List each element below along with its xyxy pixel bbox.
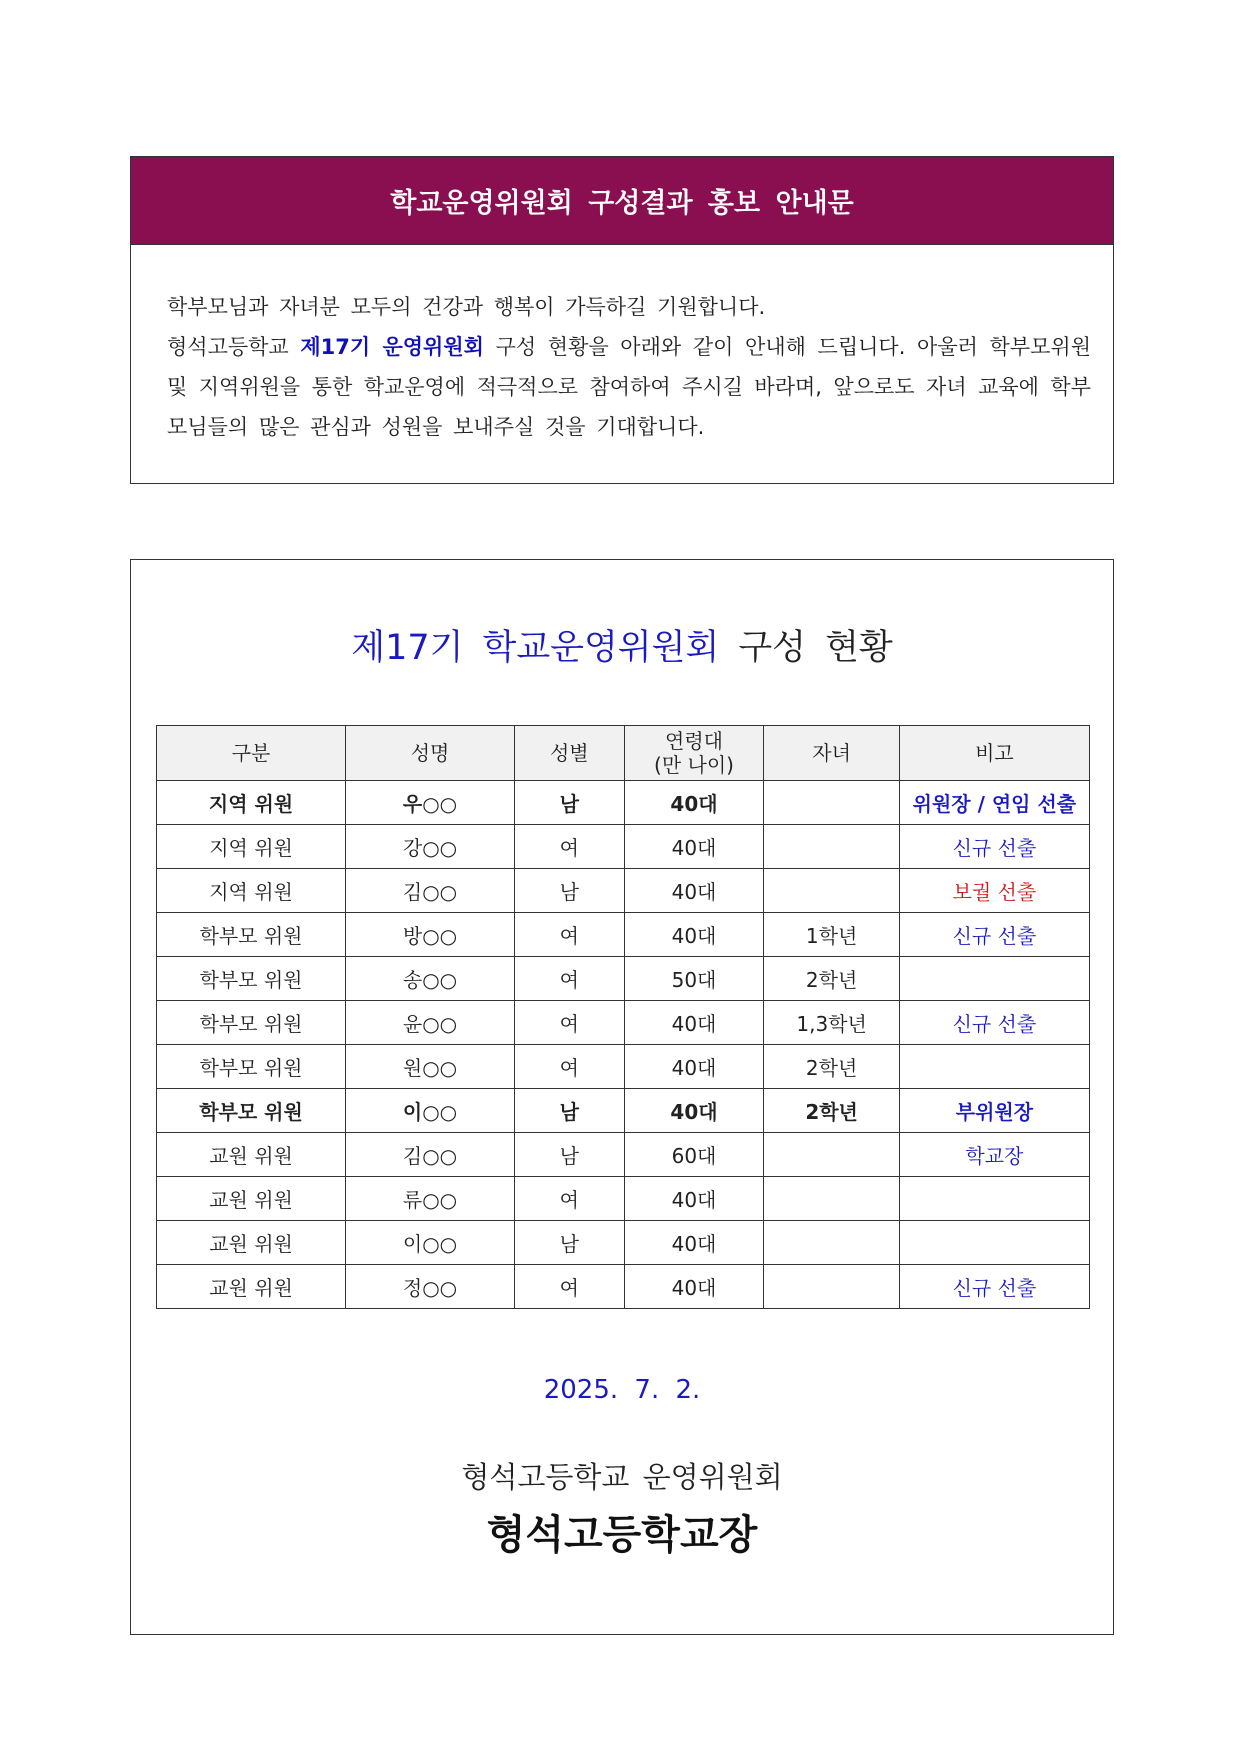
- cell-gender: 여: [514, 913, 624, 957]
- cell-name: 송○○: [346, 957, 515, 1001]
- cell-note: 신규 선출: [899, 1001, 1089, 1045]
- cell-name: 방○○: [346, 913, 515, 957]
- cell-name: 이○○: [346, 1089, 515, 1133]
- cell-name: 우○○: [346, 781, 515, 825]
- document-date: 2025. 7. 2.: [543, 1375, 701, 1405]
- cell-gender: 남: [514, 1221, 624, 1265]
- cell-category: 교원 위원: [157, 1221, 346, 1265]
- committee-table: [156, 725, 1090, 1309]
- table-row: [157, 1089, 1090, 1133]
- cell-gender: 남: [514, 781, 624, 825]
- notice-highlight: 제17기 운영위원회: [300, 335, 484, 359]
- status-title-highlight: 제17기 학교운영위원회: [351, 628, 720, 668]
- cell-children: [764, 1265, 899, 1309]
- cell-note: [899, 1045, 1089, 1089]
- cell-category: 교원 위원: [157, 1133, 346, 1177]
- cell-children: 2학년: [764, 957, 899, 1001]
- cell-children: [764, 1177, 899, 1221]
- cell-name: 류○○: [346, 1177, 515, 1221]
- cell-note: 신규 선출: [899, 825, 1089, 869]
- col-header-age: [624, 726, 764, 781]
- cell-children: 1학년: [764, 913, 899, 957]
- cell-gender: 남: [514, 1133, 624, 1177]
- col-header-children: 자녀: [764, 726, 899, 781]
- cell-children: [764, 781, 899, 825]
- table-row: [157, 1133, 1090, 1177]
- notice-title: 학교운영위원회 구성결과 홍보 안내문: [131, 157, 1113, 245]
- table-row: [157, 1265, 1090, 1309]
- cell-name: 윤○○: [346, 1001, 515, 1045]
- cell-gender: 여: [514, 1265, 624, 1309]
- cell-gender: 여: [514, 825, 624, 869]
- notice-body: [131, 245, 1113, 447]
- cell-age: 40대: [624, 1221, 764, 1265]
- cell-name: 정○○: [346, 1265, 515, 1309]
- cell-gender: 남: [514, 1089, 624, 1133]
- cell-name: 원○○: [346, 1045, 515, 1089]
- cell-age: 40대: [624, 1177, 764, 1221]
- cell-age: 40대: [624, 781, 764, 825]
- cell-note: 부위원장: [899, 1089, 1089, 1133]
- table-row: [157, 869, 1090, 913]
- notice-paragraph-text: 구성 현황을 아래와 같이 안내해 드립니다. 아울러 학부모위원 및 지역위원을 통한 학교운영에 적극적으로 참여하여 주시길 바라며, 앞으로도 자녀 교육에 학부모님들의 많은 관심과 성원을 보내주실 것을 기대합니다.: [167, 335, 1091, 439]
- table-row: [157, 781, 1090, 825]
- cell-children: [764, 825, 899, 869]
- cell-note: [899, 1221, 1089, 1265]
- table-row: [157, 1221, 1090, 1265]
- cell-note: 보궐 선출: [899, 869, 1089, 913]
- cell-note: 신규 선출: [899, 1265, 1089, 1309]
- cell-gender: 남: [514, 869, 624, 913]
- table-row: [157, 1045, 1090, 1089]
- col-header-age-line1: 연령대: [665, 729, 723, 753]
- cell-category: 교원 위원: [157, 1265, 346, 1309]
- cell-age: 40대: [624, 825, 764, 869]
- cell-name: 강○○: [346, 825, 515, 869]
- cell-category: 지역 위원: [157, 781, 346, 825]
- cell-age: 40대: [624, 1045, 764, 1089]
- cell-gender: 여: [514, 1001, 624, 1045]
- cell-age: 40대: [624, 1001, 764, 1045]
- cell-children: 2학년: [764, 1045, 899, 1089]
- cell-age: 50대: [624, 957, 764, 1001]
- col-header-category: 구분: [157, 726, 346, 781]
- cell-children: [764, 1221, 899, 1265]
- table-header-row: [157, 726, 1090, 781]
- table-row: [157, 913, 1090, 957]
- cell-age: 40대: [624, 913, 764, 957]
- cell-note: 신규 선출: [899, 913, 1089, 957]
- organization-name: 형석고등학교 운영위원회: [461, 1460, 783, 1494]
- cell-note: [899, 957, 1089, 1001]
- cell-category: 학부모 위원: [157, 1001, 346, 1045]
- cell-gender: 여: [514, 1045, 624, 1089]
- table-row: [157, 1177, 1090, 1221]
- cell-children: 2학년: [764, 1089, 899, 1133]
- col-header-note: 비고: [899, 726, 1089, 781]
- cell-name: 김○○: [346, 1133, 515, 1177]
- cell-note: [899, 1177, 1089, 1221]
- cell-category: 학부모 위원: [157, 1089, 346, 1133]
- cell-age: 60대: [624, 1133, 764, 1177]
- col-header-gender: 성별: [514, 726, 624, 781]
- notice-paragraph: [155, 327, 1091, 447]
- cell-age: 40대: [624, 1265, 764, 1309]
- cell-category: 학부모 위원: [157, 957, 346, 1001]
- col-header-age-line2: (만 나이): [654, 753, 734, 777]
- cell-category: 학부모 위원: [157, 1045, 346, 1089]
- cell-gender: 여: [514, 957, 624, 1001]
- status-title: [131, 620, 1113, 670]
- table-row: [157, 1001, 1090, 1045]
- cell-gender: 여: [514, 1177, 624, 1221]
- col-header-name: 성명: [346, 726, 515, 781]
- cell-note: 학교장: [899, 1133, 1089, 1177]
- cell-children: [764, 1133, 899, 1177]
- cell-category: 교원 위원: [157, 1177, 346, 1221]
- status-title-rest: 구성 현황: [719, 628, 893, 668]
- notice-greeting: 학부모님과 자녀분 모두의 건강과 행복이 가득하길 기원합니다.: [167, 295, 766, 319]
- cell-category: 학부모 위원: [157, 913, 346, 957]
- cell-children: 1,3학년: [764, 1001, 899, 1045]
- cell-name: 이○○: [346, 1221, 515, 1265]
- notice-school-name: 형석고등학교: [167, 335, 301, 359]
- table-row: [157, 825, 1090, 869]
- cell-note: 위원장 / 연임 선출: [899, 781, 1089, 825]
- cell-category: 지역 위원: [157, 825, 346, 869]
- table-row: [157, 957, 1090, 1001]
- status-box: [130, 559, 1114, 1635]
- cell-category: 지역 위원: [157, 869, 346, 913]
- principal-signature: 형석고등학교장: [486, 1512, 758, 1558]
- cell-name: 김○○: [346, 869, 515, 913]
- cell-children: [764, 869, 899, 913]
- cell-age: 40대: [624, 1089, 764, 1133]
- notice-box: [130, 156, 1114, 484]
- cell-age: 40대: [624, 869, 764, 913]
